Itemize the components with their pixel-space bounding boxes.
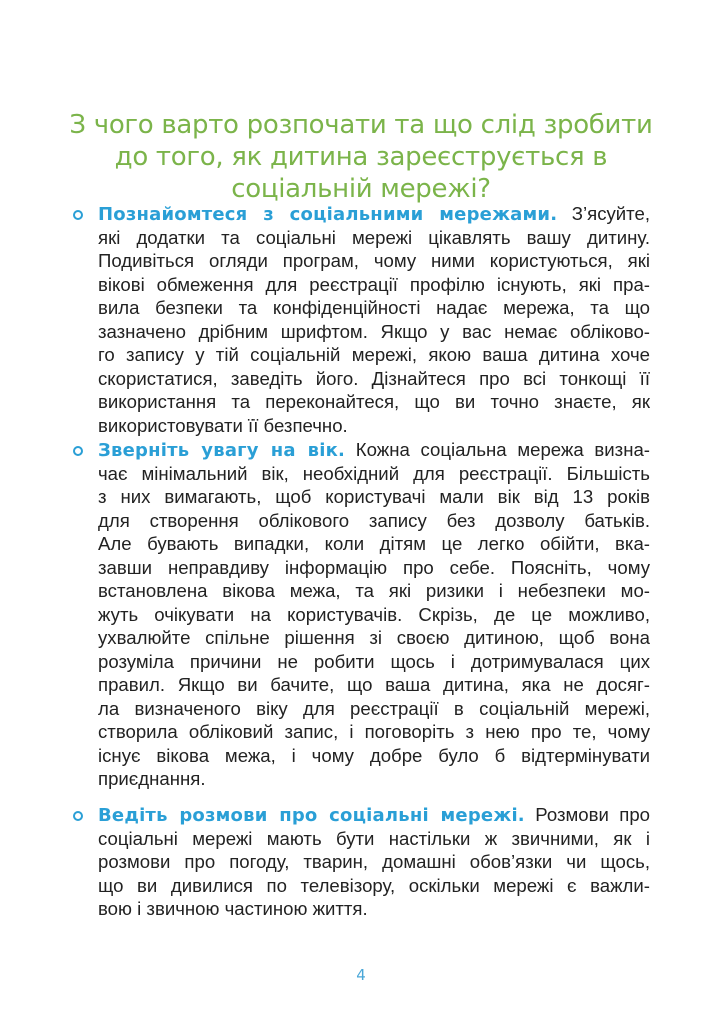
section-heading: Познайомтеся з соціальними мережами.	[98, 204, 558, 225]
text-line: Познайомтеся з соціальними мережами. З’ясуйте,	[98, 203, 650, 225]
section-body	[98, 438, 650, 791]
text-line: розмови про погоду, тварин, домашні обов’язки чи щось,	[98, 851, 650, 872]
text-line: розуміла причини не робити щось і дотримувалася цих	[98, 650, 650, 672]
text-line: що ви дивилися по телевізору, оскільки мережі є важли-	[98, 874, 650, 896]
circle-bullet-icon	[73, 811, 83, 821]
text-line: Зверніть увагу на вік. Кожна соціальна мережа визна-	[98, 439, 650, 461]
section-heading: Ведіть розмови про соціальні мережі.	[98, 805, 525, 826]
section-body	[98, 803, 650, 921]
text-line: вила безпеки та конфіденційності надає мережа, та що	[98, 297, 650, 318]
text-line: існує вікова межа, і чому добре було б відтермінувати	[98, 744, 650, 766]
text-line: для створення облікового запису без дозволу батьків.	[98, 509, 650, 531]
text-line: використання та переконайтеся, що ви точно знаєте, як	[98, 391, 650, 412]
text-line: приєднання.	[98, 768, 206, 789]
title-line: до того, як дитина зареєструється в	[114, 142, 608, 173]
text-line: правил. Якщо ви бачите, що ваша дитина, яка не досяг-	[98, 674, 650, 695]
text-line: завши неправдиву інформацію про себе. Поясніть, чому	[98, 556, 650, 578]
text-line: ла визначеного віку для реєстрації в соціальній мережі,	[98, 697, 650, 719]
text-line: які додатки та соціальні мережі цікавлять вашу дитину.	[98, 226, 650, 248]
text-line: вою і звичною частиною життя.	[98, 898, 368, 919]
text-line: встановлена вікова межа, та які ризики і небезпеки мо-	[98, 580, 650, 601]
text-line: з них вимагають, щоб користувачі мали вік від 13 років	[98, 486, 650, 507]
text-line: Але бувають випадки, коли дітям це легко обійти, вка-	[98, 533, 650, 554]
text-line: Ведіть розмови про соціальні мережі. Розмови про	[98, 804, 650, 826]
text-line: соціальні мережі мають бути настільки ж звичними, як і	[98, 827, 650, 849]
text-line: го запису у тій соціальній мережі, якою ваша дитина хоче	[98, 344, 650, 365]
text-line: використовувати її безпечно.	[98, 414, 348, 436]
page-number: 4	[356, 966, 366, 984]
text-line: жуть очікувати на користувачів. Скрізь, де це можливо,	[98, 603, 650, 625]
title-line: соціальній мережі?	[231, 174, 491, 205]
title-line: З чого варто розпочати та що слід зробити	[69, 110, 653, 141]
page-title	[60, 109, 662, 205]
section-heading: Зверніть увагу на вік.	[98, 440, 346, 461]
text-line: ухвалюйте спільне рішення зі своєю дитиною, щоб вона	[98, 627, 650, 648]
text-line: скористатися, заведіть його. Дізнайтеся про всі тонкощі її	[98, 367, 650, 389]
text-line: Подивіться огляди програм, чому ними користуються, які	[98, 250, 650, 271]
section-body	[98, 202, 650, 437]
text-line: створила обліковий запис, і поговоріть з нею про те, чому	[98, 721, 650, 742]
circle-bullet-icon	[73, 446, 83, 456]
text-line: вікові обмеження для реєстрації профілю існують, які пра-	[98, 273, 650, 295]
circle-bullet-icon	[73, 210, 83, 220]
text-line: чає мінімальний вік, необхідний для реєстрації. Більшість	[98, 462, 650, 484]
text-line: зазначено дрібним шрифтом. Якщо у вас немає обліково-	[98, 320, 650, 342]
